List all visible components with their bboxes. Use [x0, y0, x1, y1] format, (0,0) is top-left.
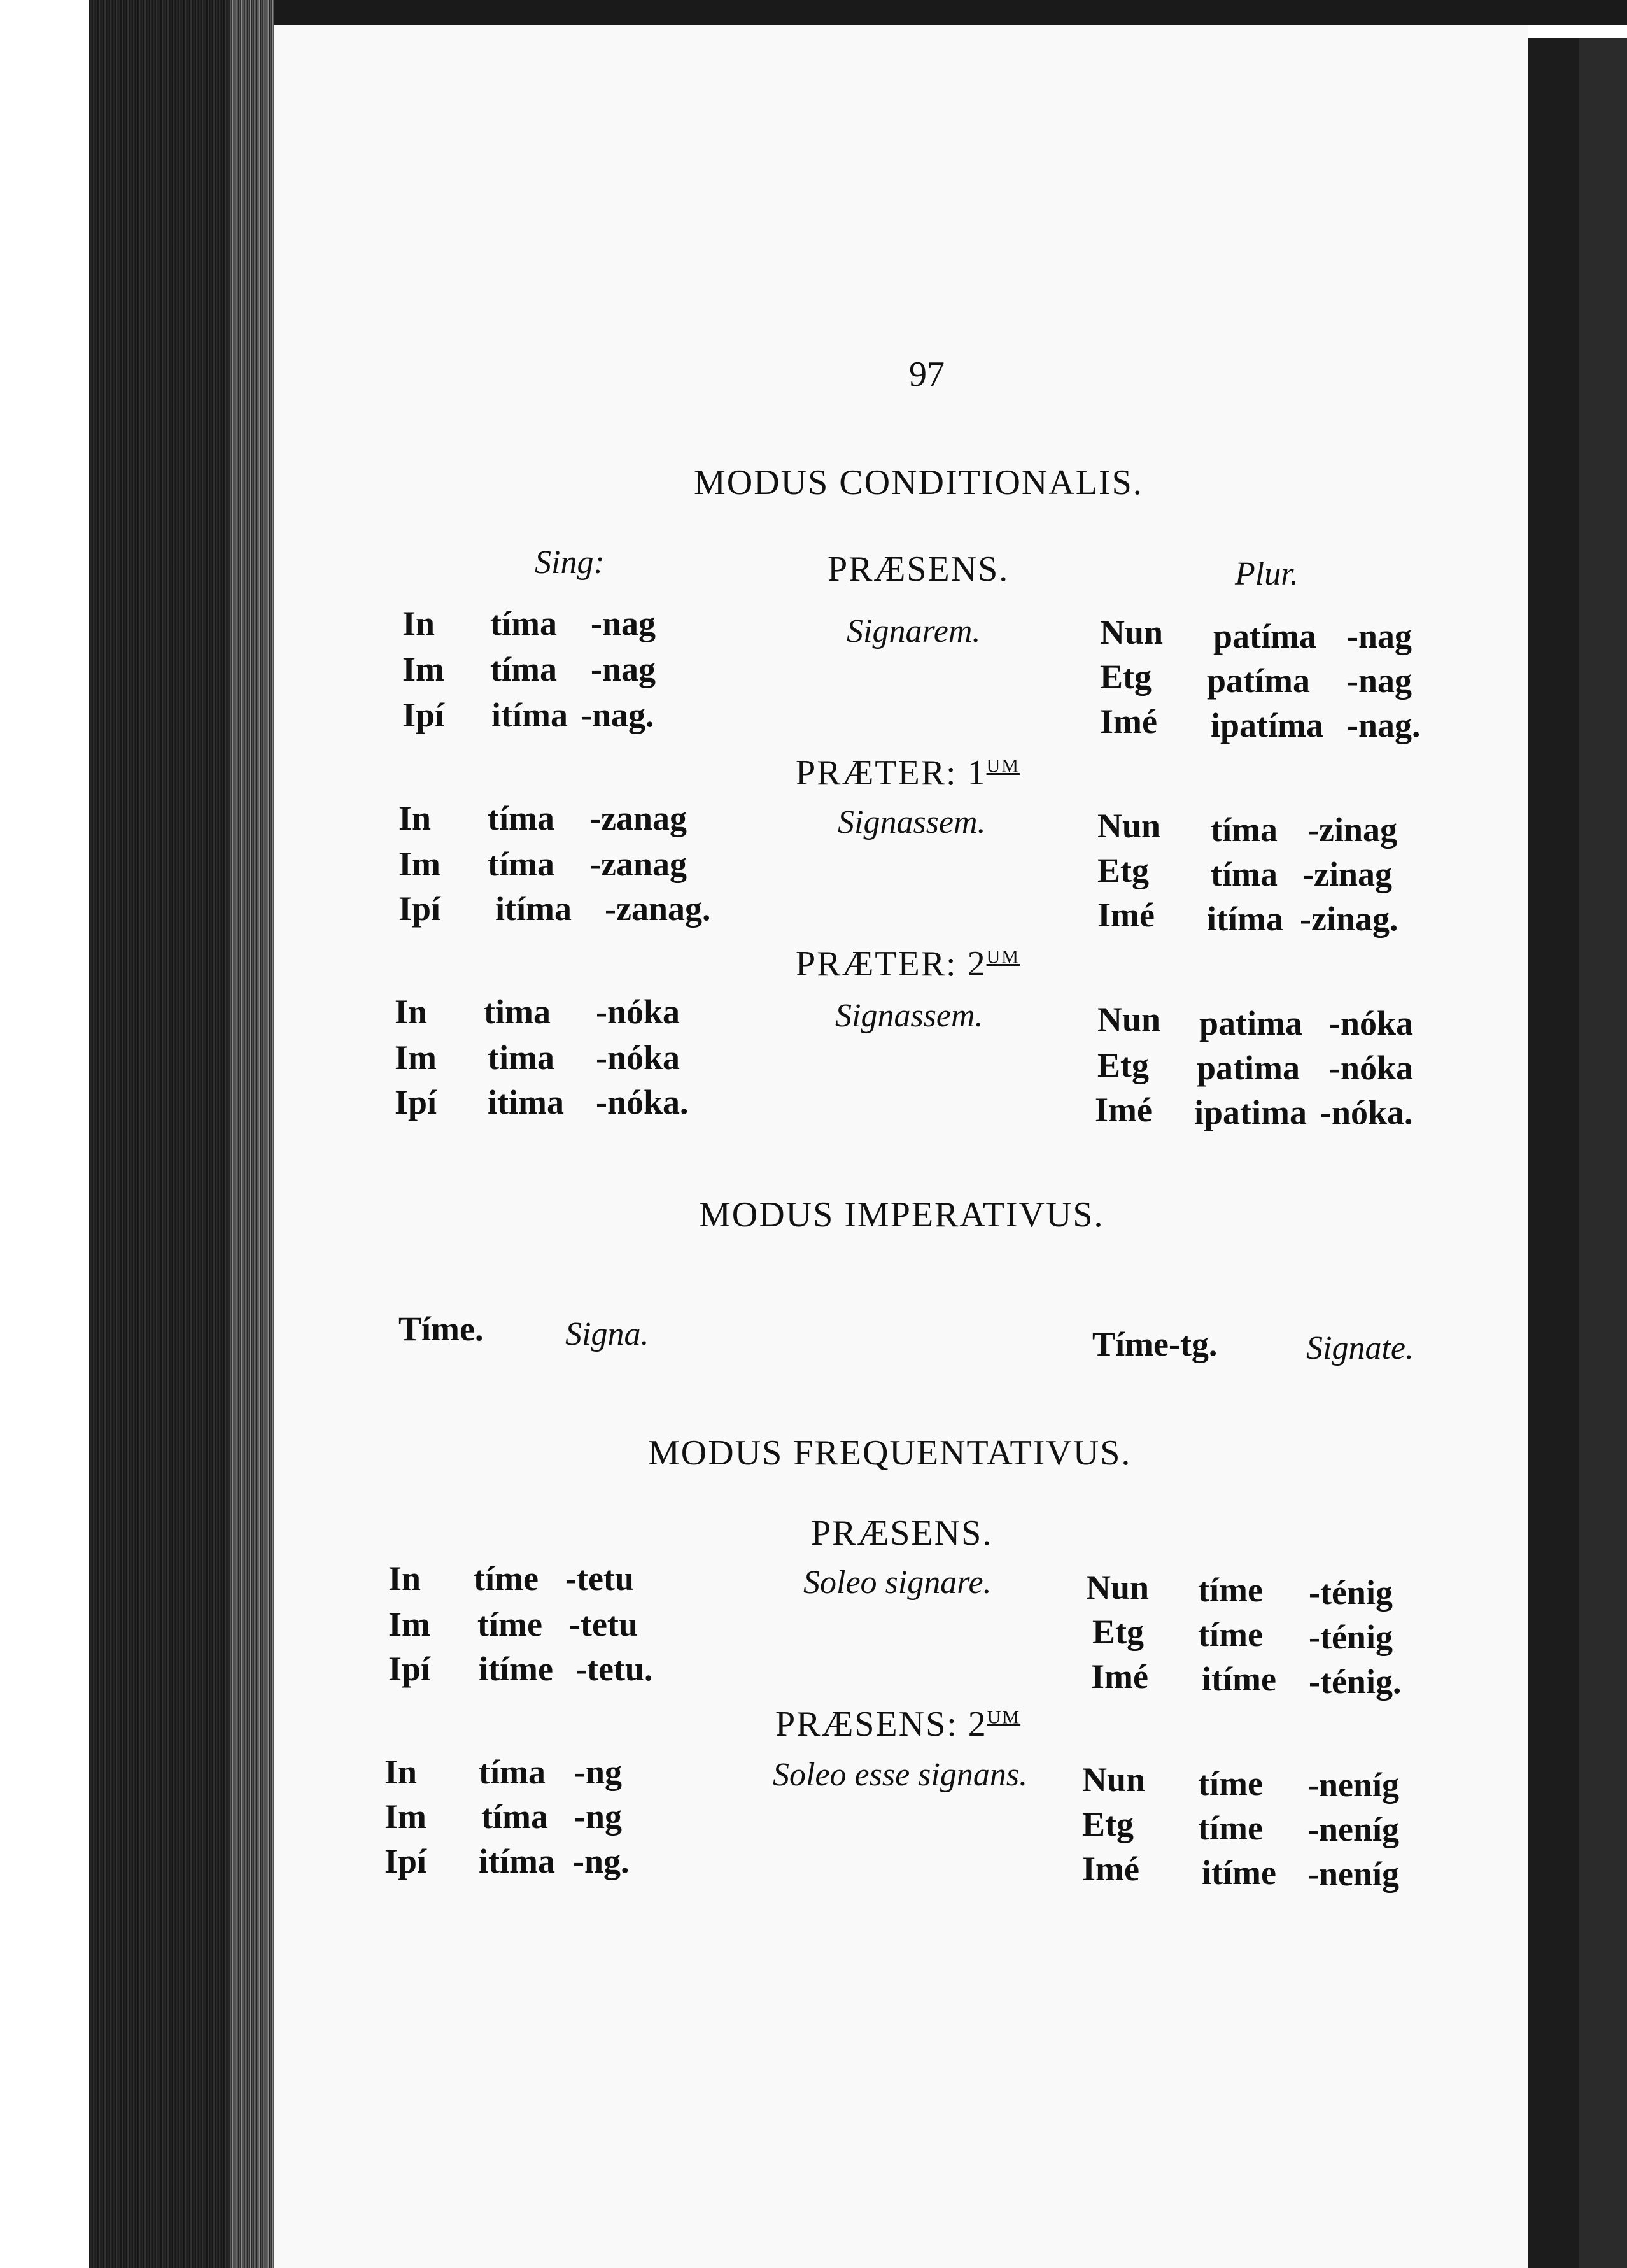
- stem: itima: [488, 1083, 564, 1121]
- stem: tima: [484, 993, 551, 1031]
- pronoun: Ipí: [388, 1650, 431, 1688]
- suffix: -neníg: [1307, 1766, 1400, 1804]
- suffix: -zanag: [589, 845, 687, 883]
- latin-freq-praesens: Soleo signare.: [803, 1564, 992, 1601]
- pronoun: Imé: [1097, 896, 1155, 934]
- pronoun: Etg: [1100, 658, 1152, 696]
- pronoun: Ipí: [398, 889, 441, 928]
- stem: tíme: [477, 1605, 542, 1643]
- suffix: -neníg: [1307, 1855, 1400, 1893]
- book-page-edges-inner: [229, 0, 274, 2268]
- pronoun: Ipí: [402, 696, 445, 734]
- tense-label-freq-praesens: PRÆSENS.: [811, 1513, 993, 1553]
- pronoun: In: [395, 993, 428, 1031]
- suffix: -zinag: [1302, 855, 1392, 893]
- stem: tíma: [490, 604, 557, 642]
- suffix: -nóka: [596, 993, 680, 1031]
- latin-praeter-1: Signassem.: [838, 804, 986, 840]
- stem: itíma: [491, 696, 568, 734]
- pronoun: Nun: [1097, 807, 1161, 845]
- stem: tíma: [1211, 855, 1278, 893]
- page: [274, 0, 1528, 2268]
- suffix: -nóka: [1329, 1004, 1414, 1042]
- tense-label-praesens: PRÆSENS.: [828, 549, 1010, 589]
- pronoun: Etg: [1097, 1046, 1149, 1084]
- suffix: -nóka: [596, 1038, 680, 1077]
- imperative-plural: Tíme-tg.: [1092, 1325, 1218, 1363]
- pronoun: Imé: [1100, 702, 1157, 741]
- pronoun: Nun: [1097, 1000, 1161, 1038]
- page-number: 97: [909, 355, 945, 394]
- pronoun: Im: [395, 1038, 437, 1077]
- pronoun: Imé: [1091, 1657, 1148, 1696]
- stem: itíma: [479, 1842, 555, 1880]
- stem: ipatima: [1194, 1093, 1307, 1131]
- suffix: -nag.: [581, 696, 654, 734]
- stem: tíma: [488, 845, 554, 883]
- pronoun: Nun: [1086, 1568, 1150, 1606]
- latin-praesens: Signarem.: [847, 613, 981, 649]
- suffix: -nag: [591, 604, 656, 642]
- stem: itíme: [479, 1650, 553, 1688]
- stem: patima: [1197, 1049, 1300, 1087]
- imperative-plural-latin: Signate.: [1306, 1330, 1414, 1366]
- stem: tíme: [1198, 1615, 1263, 1654]
- section-title-conditionalis: MODUS CONDITIONALIS.: [694, 463, 1143, 502]
- pronoun: Imé: [1082, 1850, 1139, 1888]
- stem: tíma: [481, 1797, 548, 1836]
- suffix: -nóka.: [1320, 1093, 1413, 1131]
- pronoun: In: [384, 1753, 418, 1791]
- stem: patíma: [1213, 617, 1316, 655]
- pronoun: In: [402, 604, 435, 642]
- singular-label: Sing:: [535, 544, 605, 581]
- stem: tíme: [1198, 1571, 1263, 1609]
- stem: itíme: [1202, 1660, 1276, 1698]
- top-shadow: [274, 0, 1627, 25]
- suffix: -zinag: [1307, 811, 1397, 849]
- suffix: -zanag: [589, 799, 687, 837]
- stem: patíma: [1207, 662, 1310, 700]
- pronoun: Etg: [1082, 1805, 1134, 1843]
- pronoun: Ipí: [384, 1842, 427, 1880]
- outer-margin: [0, 0, 89, 2268]
- plural-label: Plur.: [1235, 556, 1299, 592]
- stem: tíme: [1198, 1764, 1263, 1803]
- tense-label-freq-praesens-2: PRÆSENS: $2^{UM}$: [775, 1705, 1021, 1744]
- suffix: -ténig: [1309, 1573, 1393, 1612]
- suffix: -zinag.: [1300, 900, 1398, 938]
- suffix: -tetu: [565, 1559, 634, 1598]
- suffix: -zanag.: [605, 889, 711, 928]
- section-title-frequentativus: MODUS FREQUENTATIVUS.: [648, 1433, 1132, 1473]
- pronoun: Im: [398, 845, 440, 883]
- pronoun: Ipí: [395, 1083, 437, 1121]
- latin-freq-praesens-2: Soleo esse signans.: [773, 1757, 1028, 1793]
- stem: tíma: [479, 1753, 546, 1791]
- suffix: -ng: [574, 1797, 623, 1836]
- section-title-imperativus: MODUS IMPERATIVUS.: [699, 1195, 1104, 1235]
- stem: tíma: [1211, 811, 1278, 849]
- stem: tíma: [488, 799, 554, 837]
- latin-praeter-2: Signassem.: [835, 998, 983, 1034]
- tense-label-praeter-2: PRÆTER: $2^{UM}$: [796, 944, 1020, 984]
- suffix: -nag: [1347, 617, 1412, 655]
- suffix: -tetu.: [575, 1650, 653, 1688]
- suffix: -neníg: [1307, 1810, 1400, 1848]
- suffix: -nag: [1347, 662, 1412, 700]
- pronoun: Im: [384, 1797, 426, 1836]
- suffix: -nóka: [1329, 1049, 1414, 1087]
- stem: itíme: [1202, 1853, 1276, 1892]
- imperative-singular-latin: Signa.: [565, 1316, 649, 1352]
- pronoun: Etg: [1092, 1613, 1144, 1651]
- stem: itíma: [495, 889, 572, 928]
- suffix: -tetu: [569, 1605, 638, 1643]
- suffix: -nag.: [1347, 706, 1421, 744]
- stem: tíme: [474, 1559, 539, 1598]
- suffix: -nag: [591, 650, 656, 688]
- pronoun: Nun: [1082, 1761, 1146, 1799]
- pronoun: In: [388, 1559, 421, 1598]
- tense-label-praeter-1: PRÆTER: $1^{UM}$: [796, 753, 1020, 793]
- suffix: -ng.: [573, 1842, 630, 1880]
- suffix: -nóka.: [596, 1083, 689, 1121]
- right-cover-strip: [1579, 38, 1627, 2268]
- imperative-singular: Tíme.: [398, 1310, 484, 1348]
- stem: patima: [1199, 1004, 1302, 1042]
- stem: tíma: [490, 650, 557, 688]
- pronoun: Im: [402, 650, 444, 688]
- stem: tima: [488, 1038, 554, 1077]
- stem: itíma: [1207, 900, 1283, 938]
- suffix: -ng: [574, 1753, 623, 1791]
- pronoun: Etg: [1097, 851, 1149, 889]
- pronoun: Nun: [1100, 613, 1164, 651]
- pronoun: In: [398, 799, 432, 837]
- suffix: -ténig: [1309, 1618, 1393, 1656]
- suffix: -ténig.: [1309, 1662, 1402, 1701]
- pronoun: Im: [388, 1605, 430, 1643]
- stem: ipatíma: [1211, 706, 1324, 744]
- stem: tíme: [1198, 1809, 1263, 1847]
- pronoun: Imé: [1095, 1091, 1152, 1129]
